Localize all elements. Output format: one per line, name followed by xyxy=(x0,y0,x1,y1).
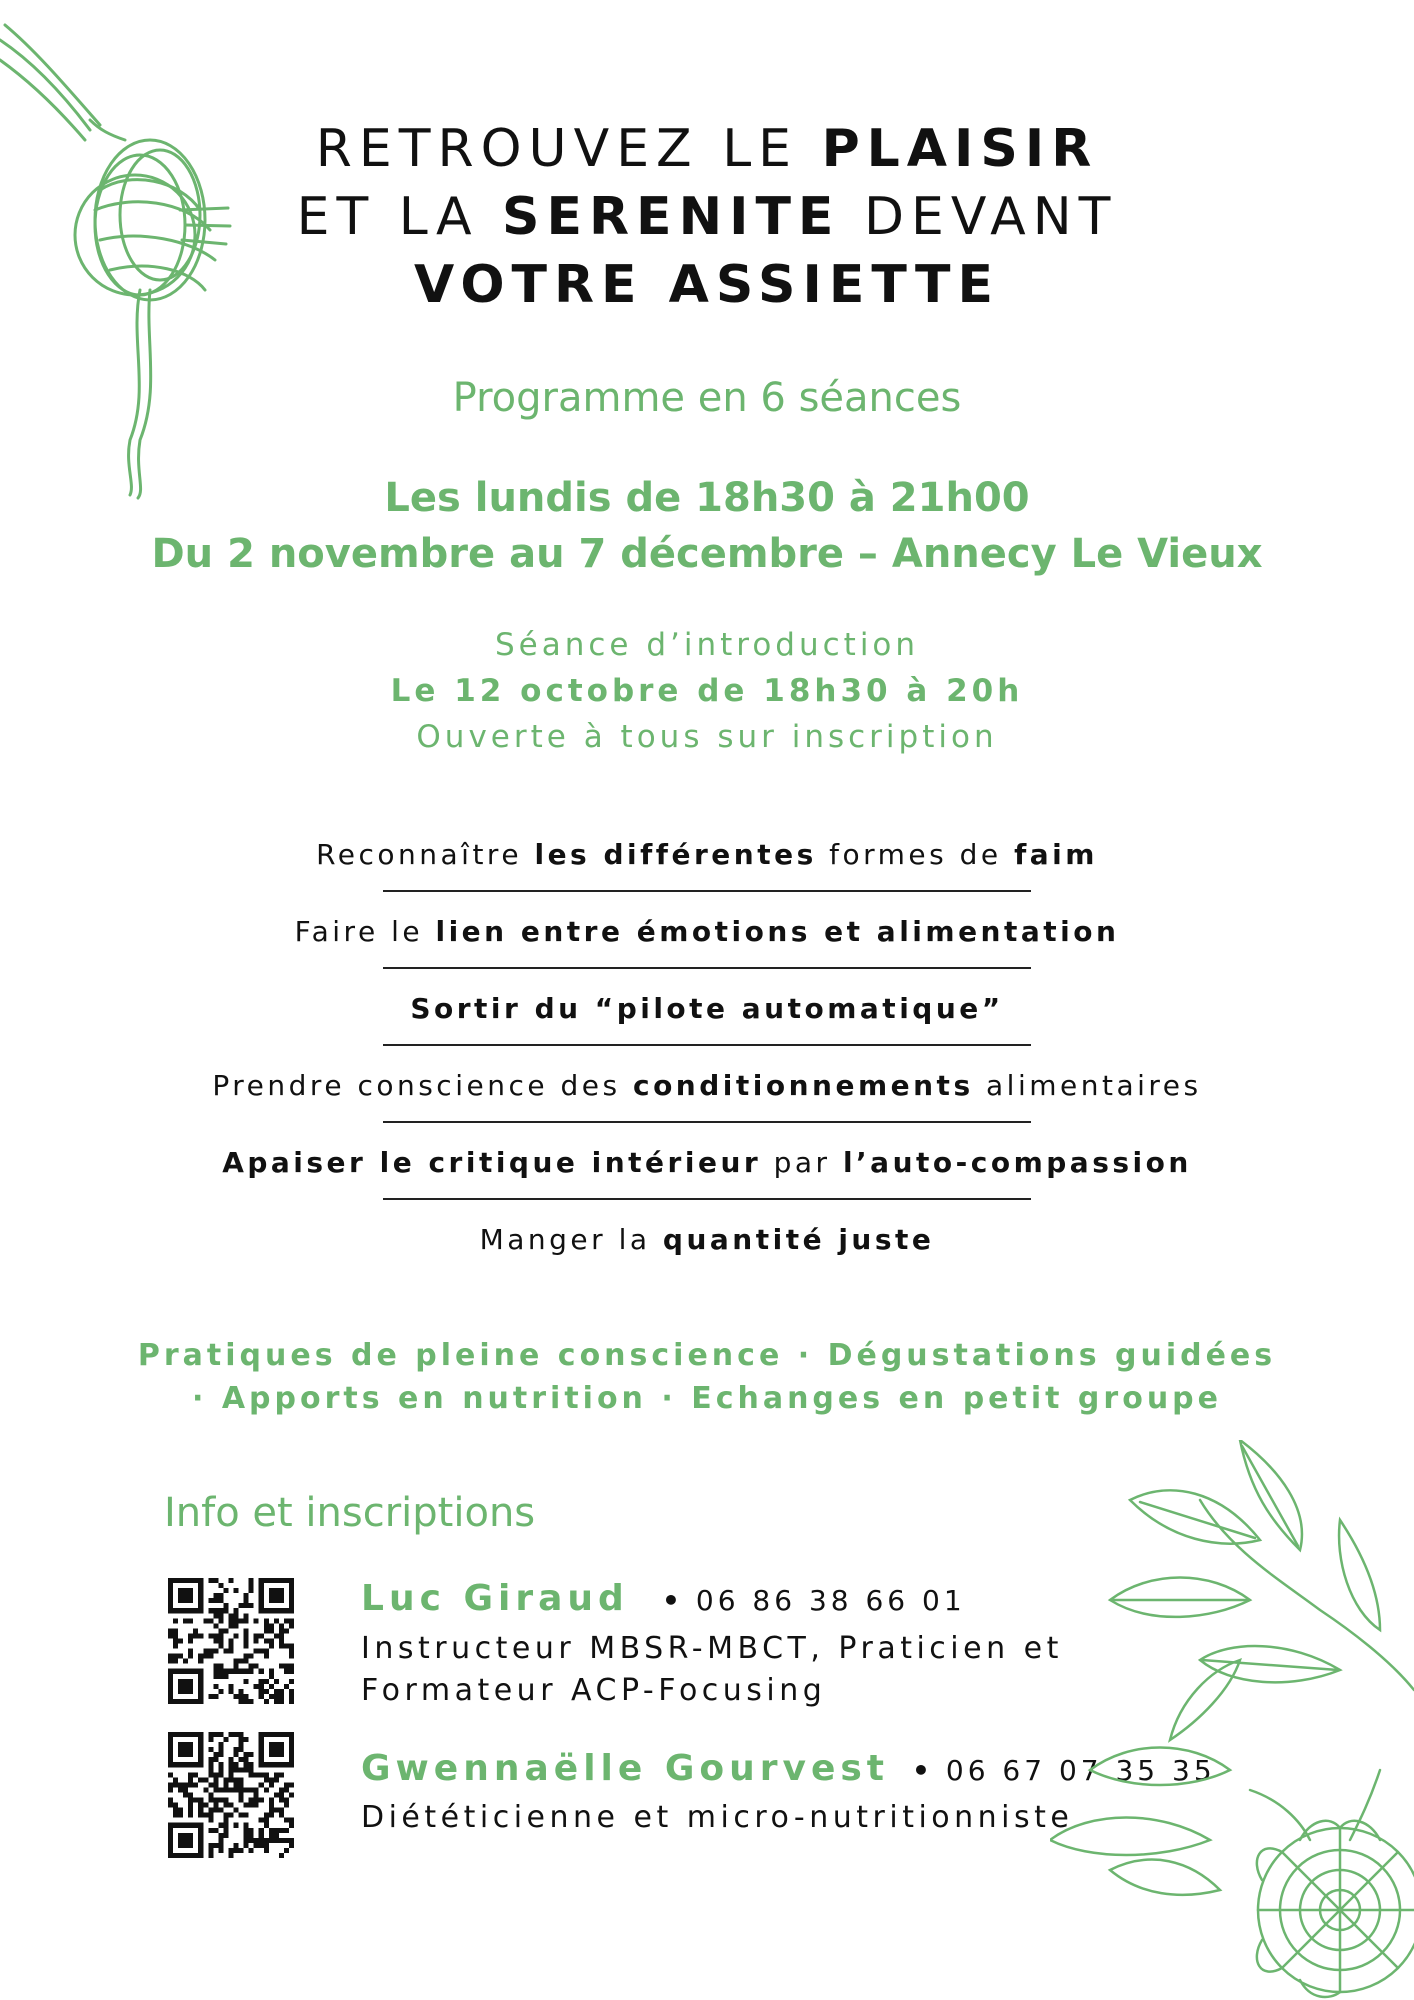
benefit-text-bold: l’auto-compassion xyxy=(842,1146,1192,1179)
benefit-text: formes de xyxy=(816,838,1015,871)
title-line2-start: ET LA xyxy=(296,187,503,247)
benefit-text-bold: lien entre émotions et alimentation xyxy=(435,915,1120,948)
main-title xyxy=(0,115,1414,319)
intro-date: Le 12 octobre de 18h30 à 20h xyxy=(390,673,1024,709)
benefit-item xyxy=(0,990,1414,1028)
practices-line2: · Apports en nutrition · Echanges en petit groupe xyxy=(191,1381,1222,1416)
program-period: Du 2 novembre au 7 décembre – Annecy Le Vieux xyxy=(151,531,1263,577)
benefit-text-bold: faim xyxy=(1014,838,1098,871)
title-line2-end: DEVANT xyxy=(840,187,1118,247)
practices-list xyxy=(0,1334,1414,1420)
benefit-text-bold: conditionnements xyxy=(632,1069,974,1102)
title-line1-bold: PLAISIR xyxy=(821,119,1099,179)
qr-code-icon xyxy=(168,1578,294,1704)
benefit-item xyxy=(0,1067,1414,1105)
title-line2-bold: SERENITE xyxy=(502,187,841,247)
benefit-text: Reconnaître xyxy=(316,838,535,871)
benefit-text: Faire le xyxy=(294,915,436,948)
qr-code-gwennaelle[interactable] xyxy=(168,1732,294,1858)
flower-leaves-illustration xyxy=(1050,1440,1414,2000)
benefit-text-bold: quantité juste xyxy=(662,1223,935,1256)
contact-name-gwennaelle: Gwennaëlle Gourvest xyxy=(361,1748,890,1789)
benefit-text: Prendre conscience des xyxy=(212,1069,633,1102)
program-subtitle: Programme en 6 séances xyxy=(452,375,962,421)
intro-note: Ouverte à tous sur inscription xyxy=(416,719,998,755)
contact-role-gwennaelle xyxy=(361,1797,1073,1839)
benefit-item xyxy=(0,1221,1414,1259)
benefit-text-bold: les différentes xyxy=(534,838,817,871)
info-title: Info et inscriptions xyxy=(164,1490,536,1536)
benefit-text: Manger la xyxy=(479,1223,663,1256)
benefits-list xyxy=(0,836,1414,1259)
practices-line1: Pratiques de pleine conscience · Dégustations guidées xyxy=(137,1338,1277,1373)
role-line1: Diététicienne et micro-nutritionniste xyxy=(361,1800,1074,1835)
intro-label: Séance d’introduction xyxy=(494,627,920,663)
phone-number: 06 86 38 66 01 xyxy=(695,1584,966,1617)
qr-code-icon xyxy=(168,1732,294,1858)
benefit-text-bold: Apaiser le critique intérieur xyxy=(222,1146,762,1179)
title-line1-regular: RETROUVEZ LE xyxy=(315,119,822,179)
title-line3-bold: VOTRE ASSIETTE xyxy=(413,255,1000,315)
contact-name-luc: Luc Giraud xyxy=(361,1578,629,1619)
benefit-item xyxy=(0,1144,1414,1182)
contact-role-luc xyxy=(361,1628,1063,1712)
qr-code-luc[interactable] xyxy=(168,1578,294,1704)
contact-phone-luc[interactable] xyxy=(662,1584,966,1617)
bullet-icon: • xyxy=(912,1754,934,1787)
program-schedule: Les lundis de 18h30 à 21h00 xyxy=(384,475,1030,521)
phone-number: 06 67 07 35 35 xyxy=(945,1754,1216,1787)
benefit-item xyxy=(0,836,1414,874)
bullet-icon: • xyxy=(662,1584,684,1617)
program-dates xyxy=(0,470,1414,582)
benefit-text: par xyxy=(761,1146,843,1179)
benefit-text: alimentaires xyxy=(973,1069,1202,1102)
intro-session xyxy=(0,622,1414,760)
benefit-item xyxy=(0,913,1414,951)
role-line1: Instructeur MBSR-MBCT, Praticien et xyxy=(361,1631,1063,1666)
role-line2: Formateur ACP-Focusing xyxy=(361,1673,827,1708)
benefit-text-bold: Sortir du “pilote automatique” xyxy=(410,992,1004,1025)
